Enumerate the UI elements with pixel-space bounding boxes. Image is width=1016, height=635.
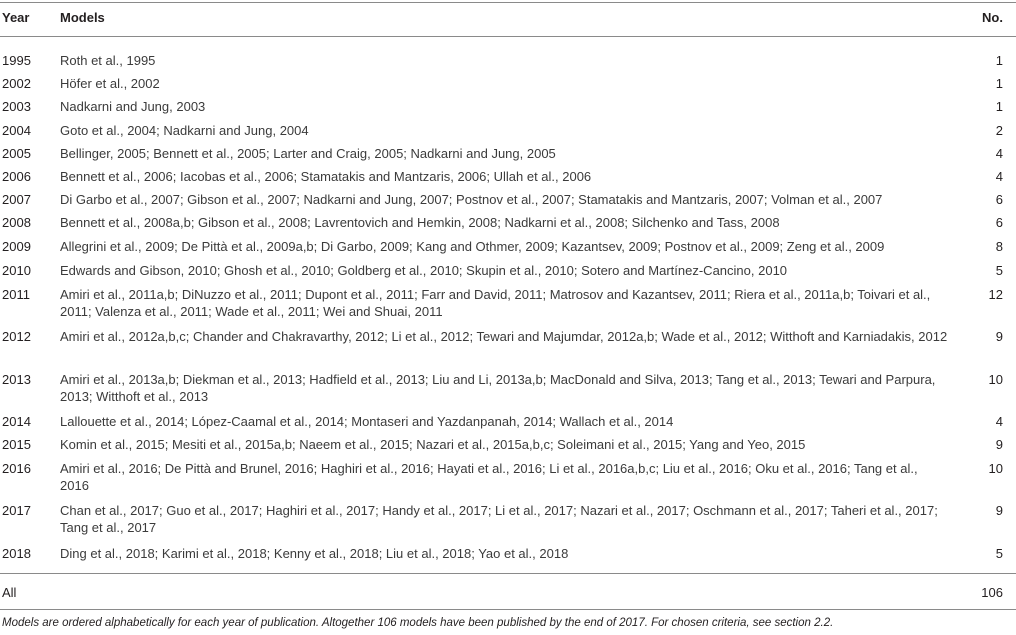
row-models: Nadkarni and Jung, 2003 <box>60 99 206 114</box>
row-count: 8 <box>995 239 1003 254</box>
row-models: Amiri et al., 2016; De Pittà and Brunel, 2016; Haghiri et al., 2016; Hayati et al., 2016; Li et al., 2016a,b,c; Liu et al., 2016; Oku et al., 2016; Tang et al., 2016 <box>60 461 918 493</box>
row-year: 2012 <box>2 329 31 344</box>
row-models: Bellinger, 2005; Bennett et al., 2005; Larter and Craig, 2005; Nadkarni and Jung, 2005 <box>60 146 556 161</box>
row-year: 1995 <box>2 53 31 68</box>
row-models: Bennett et al., 2006; Iacobas et al., 2006; Stamatakis and Mantzaris, 2006; Ullah et al., 2006 <box>60 169 592 184</box>
row-models: Di Garbo et al., 2007; Gibson et al., 2007; Nadkarni and Jung, 2007; Postnov et al., 2007; Stamatakis and Mantzaris, 2007; Volman et al., 2007 <box>60 192 883 207</box>
row-year: 2003 <box>2 99 31 114</box>
row-year: 2014 <box>2 414 31 429</box>
row-models: Amiri et al., 2012a,b,c; Chander and Chakravarthy, 2012; Li et al., 2012; Tewari and Majumdar, 2012a,b; Wade et al., 2012; Witthoft and Karniadakis, 2012 <box>60 329 948 344</box>
row-year: 2007 <box>2 192 31 207</box>
row-models: Allegrini et al., 2009; De Pittà et al., 2009a,b; Di Garbo, 2009; Kang and Othmer, 2009; Kazantsev, 2009; Postnov et al., 2009; Zeng et al., 2009 <box>60 239 885 254</box>
row-year: 2016 <box>2 461 31 476</box>
row-models: Lallouette et al., 2014; López-Caamal et al., 2014; Montaseri and Yazdanpanah, 2014; Wallach et al., 2014 <box>60 414 674 429</box>
header-no: No. <box>982 10 1003 25</box>
total-rule <box>0 573 1016 574</box>
row-models: Edwards and Gibson, 2010; Ghosh et al., 2010; Goldberg et al., 2010; Skupin et al., 2010; Sotero and Martínez-Cancino, 2010 <box>60 263 788 278</box>
table-footnote: Models are ordered alphabetically for each year of publication. Altogether 106 models have been published by the end of 2017. For chosen criteria, see section 2.2. <box>2 617 834 629</box>
row-year: 2004 <box>2 123 31 138</box>
header-year: Year <box>2 10 30 25</box>
row-year: 2017 <box>2 503 31 518</box>
row-count: 1 <box>995 99 1003 114</box>
row-count: 6 <box>995 192 1003 207</box>
row-count: 9 <box>995 329 1003 344</box>
row-count: 10 <box>988 461 1003 476</box>
bottom-rule <box>0 609 1016 610</box>
row-year: 2005 <box>2 146 31 161</box>
header-models: Models <box>60 10 105 25</box>
row-count: 5 <box>995 546 1003 561</box>
row-models: Amiri et al., 2013a,b; Diekman et al., 2013; Hadfield et al., 2013; Liu and Li, 2013a,b; MacDonald and Silva, 2013; Tang et al., 2013; Tewari and Parpura, 2013; Witthoft et al., 2013 <box>60 372 936 404</box>
row-count: 1 <box>995 76 1003 91</box>
row-year: 2010 <box>2 263 31 278</box>
row-year: 2009 <box>2 239 31 254</box>
row-count: 1 <box>995 53 1003 68</box>
row-count: 4 <box>995 414 1003 429</box>
total-label: All <box>2 585 17 600</box>
row-count: 2 <box>995 123 1003 138</box>
row-count: 4 <box>995 146 1003 161</box>
header-rule <box>0 36 1016 37</box>
row-count: 12 <box>988 287 1003 302</box>
row-models: Roth et al., 1995 <box>60 53 156 68</box>
row-models: Höfer et al., 2002 <box>60 76 160 91</box>
row-models: Chan et al., 2017; Guo et al., 2017; Haghiri et al., 2017; Handy et al., 2017; Li et al., 2017; Nazari et al., 2017; Oschmann et al., 2017; Taheri et al., 2017; Tang et al., 2017 <box>60 503 938 535</box>
row-count: 10 <box>988 372 1003 387</box>
total-count: 106 <box>981 585 1003 600</box>
row-year: 2002 <box>2 76 31 91</box>
row-models: Ding et al., 2018; Karimi et al., 2018; Kenny et al., 2018; Liu et al., 2018; Yao et al., 2018 <box>60 546 569 561</box>
row-year: 2008 <box>2 215 31 230</box>
row-year: 2013 <box>2 372 31 387</box>
row-count: 9 <box>995 503 1003 518</box>
row-count: 5 <box>995 263 1003 278</box>
row-count: 4 <box>995 169 1003 184</box>
row-models: Komin et al., 2015; Mesiti et al., 2015a,b; Naeem et al., 2015; Nazari et al., 2015a,b,c; Soleimani et al., 2015; Yang and Yeo, 2015 <box>60 437 806 452</box>
row-models: Goto et al., 2004; Nadkarni and Jung, 2004 <box>60 123 309 138</box>
row-year: 2018 <box>2 546 31 561</box>
row-models: Bennett et al., 2008a,b; Gibson et al., 2008; Lavrentovich and Hemkin, 2008; Nadkarni et al., 2008; Silchenko and Tass, 2008 <box>60 215 780 230</box>
row-models: Amiri et al., 2011a,b; DiNuzzo et al., 2011; Dupont et al., 2011; Farr and David, 2011; Matrosov and Kazantsev, 2011; Riera et al., 2011a,b; Toivari et al., 2011; Valenza et al., 2011; Wade et al., 2011; Wei and Shuai, 2011 <box>60 287 931 319</box>
top-rule <box>0 2 1016 3</box>
row-year: 2011 <box>2 287 30 302</box>
row-year: 2015 <box>2 437 31 452</box>
row-count: 6 <box>995 215 1003 230</box>
row-year: 2006 <box>2 169 31 184</box>
row-count: 9 <box>995 437 1003 452</box>
